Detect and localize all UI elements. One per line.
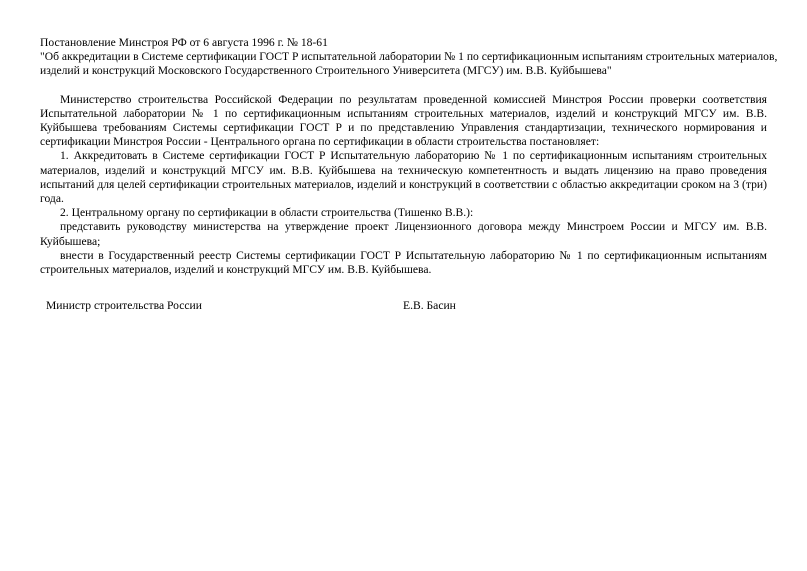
document-subtitle-line-1: "Об аккредитации в Системе сертификации ГОСТ Р испытательной лаборатории № 1 по сертификационным испытаниям строительных материалов, xyxy=(40,50,778,64)
document-body xyxy=(40,93,767,278)
clause-2-paragraph: 2. Центральному органу по сертификации в области строительства (Тишенко В.В.): xyxy=(60,206,474,220)
clause-2-item-1: представить руководству министерства на утверждение проект Лицензионного договора между Минстроем России и МГСУ им. В.В. Куйбышева; xyxy=(40,220,767,248)
signature-block xyxy=(40,299,767,315)
document-page xyxy=(40,36,778,315)
clause-1-paragraph: 1. Аккредитовать в Системе сертификации ГОСТ Р Испытательную лабораторию № 1 по сертификационным испытаниям строительных материалов, изделий и конструкций МГСУ им. В.В. Куйбышева на техническую компетентность и выдать лицензию на право проведения испытаний для целей сертификации строительных материалов, изделий и конструкций в соответствии с областью аккредитации сроком на 3 (три) года. xyxy=(40,149,767,206)
document-title: Постановление Минстроя РФ от 6 августа 1996 г. № 18-61 xyxy=(40,36,328,49)
signatory-title: Министр строительства России xyxy=(46,299,202,313)
clause-2-item-2: внести в Государственный реестр Системы сертификации ГОСТ Р Испытательную лабораторию № 1 по сертификационным испытаниям строительных материалов, изделий и конструкций МГСУ им. В.В. Куйбышева. xyxy=(40,248,767,277)
preamble-paragraph: Министерство строительства Российской Федерации по результатам проведенной комиссией Минстроя России проверки соответствия Испытательной лаборатории № 1 по сертификационным испытаниям строительных материалов, изделий и конструкций МГСУ им. В.В. Куйбышева требованиям Системы сертификации ГОСТ Р и по представлению Управления стандартизации, технического нормирования и сертификации Минстроя России - Центрального органа по сертификации в области строительства постановляет: xyxy=(40,92,767,149)
document-header xyxy=(40,36,778,79)
document-subtitle-line-2: изделий и конструкций Московского Государственного Строительного Университета (МГСУ) им. В.В. Куйбышева" xyxy=(40,64,612,78)
signatory-name: Е.В. Басин xyxy=(403,299,456,313)
